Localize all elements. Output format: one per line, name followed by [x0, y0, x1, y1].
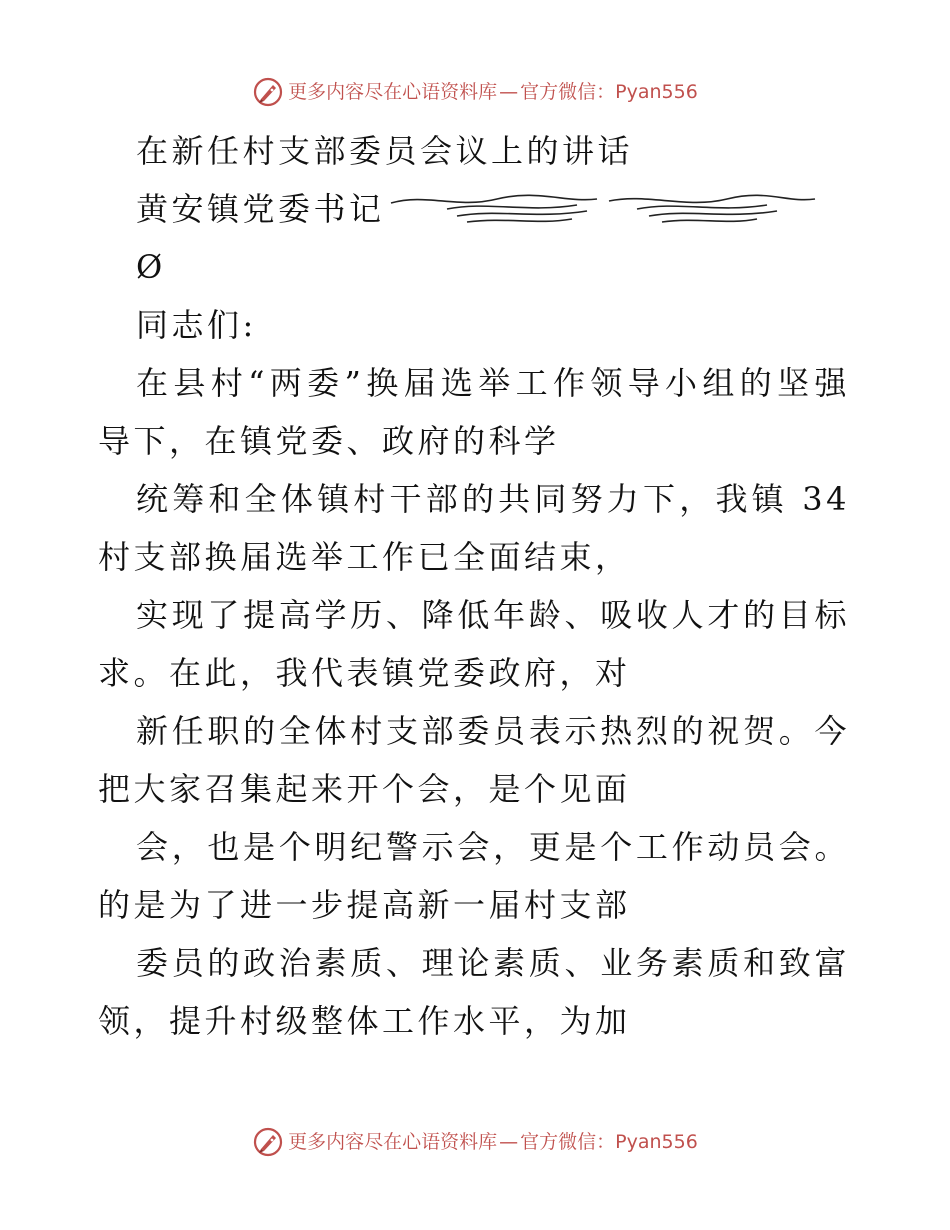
- pen-nib-seal-icon: [252, 1126, 284, 1158]
- watermark-footer: [0, 1126, 950, 1158]
- body-line: 把大家召集起来开个会，是个见面: [98, 770, 631, 808]
- watermark-wechat: 官方微信：Pyan556: [520, 1131, 698, 1153]
- body-line: 领，提升村级整体工作水平，为加: [98, 1002, 631, 1040]
- body-line: 求。在此，我代表镇党委政府，对: [98, 654, 631, 692]
- watermark-text: 更多内容尽在心语资料库: [288, 81, 498, 103]
- body-line: 的是为了进一步提高新一届村支部: [98, 886, 631, 924]
- body-line: 统筹和全体镇村干部的共同努力下，我镇 34: [136, 480, 850, 518]
- body-paragraphs: [98, 354, 850, 1050]
- author-row: [98, 180, 850, 238]
- document-title: 在新任村支部委员会议上的讲话: [136, 132, 634, 170]
- pen-nib-seal-icon: [252, 76, 284, 108]
- signature-squiggle: [387, 189, 817, 229]
- body-line: 新任职的全体村支部委员表示热烈的祝贺。今: [136, 712, 850, 750]
- document-body: [98, 122, 850, 1050]
- watermark-dash: —: [499, 1131, 519, 1153]
- document-symbol: Ø: [136, 248, 166, 286]
- watermark-wechat: 官方微信：Pyan556: [520, 81, 698, 103]
- body-line: 委员的政治素质、理论素质、业务素质和致富: [136, 944, 850, 982]
- document-greeting: 同志们:: [136, 306, 257, 344]
- watermark-dash: —: [499, 81, 519, 103]
- watermark-text: 更多内容尽在心语资料库: [288, 1131, 498, 1153]
- body-line: 导下，在镇党委、政府的科学: [98, 422, 560, 460]
- document-author: 黄安镇党委书记: [136, 190, 385, 228]
- body-line: 村支部换届选举工作已全面结束，: [98, 538, 631, 576]
- body-line: 实现了提高学历、降低年龄、吸收人才的目标: [136, 596, 850, 634]
- watermark-header: [0, 76, 950, 108]
- body-line: 会，也是个明纪警示会，更是个工作动员会。: [136, 828, 850, 866]
- body-line: 在县村“两委”换届选举工作领导小组的坚强: [136, 364, 850, 402]
